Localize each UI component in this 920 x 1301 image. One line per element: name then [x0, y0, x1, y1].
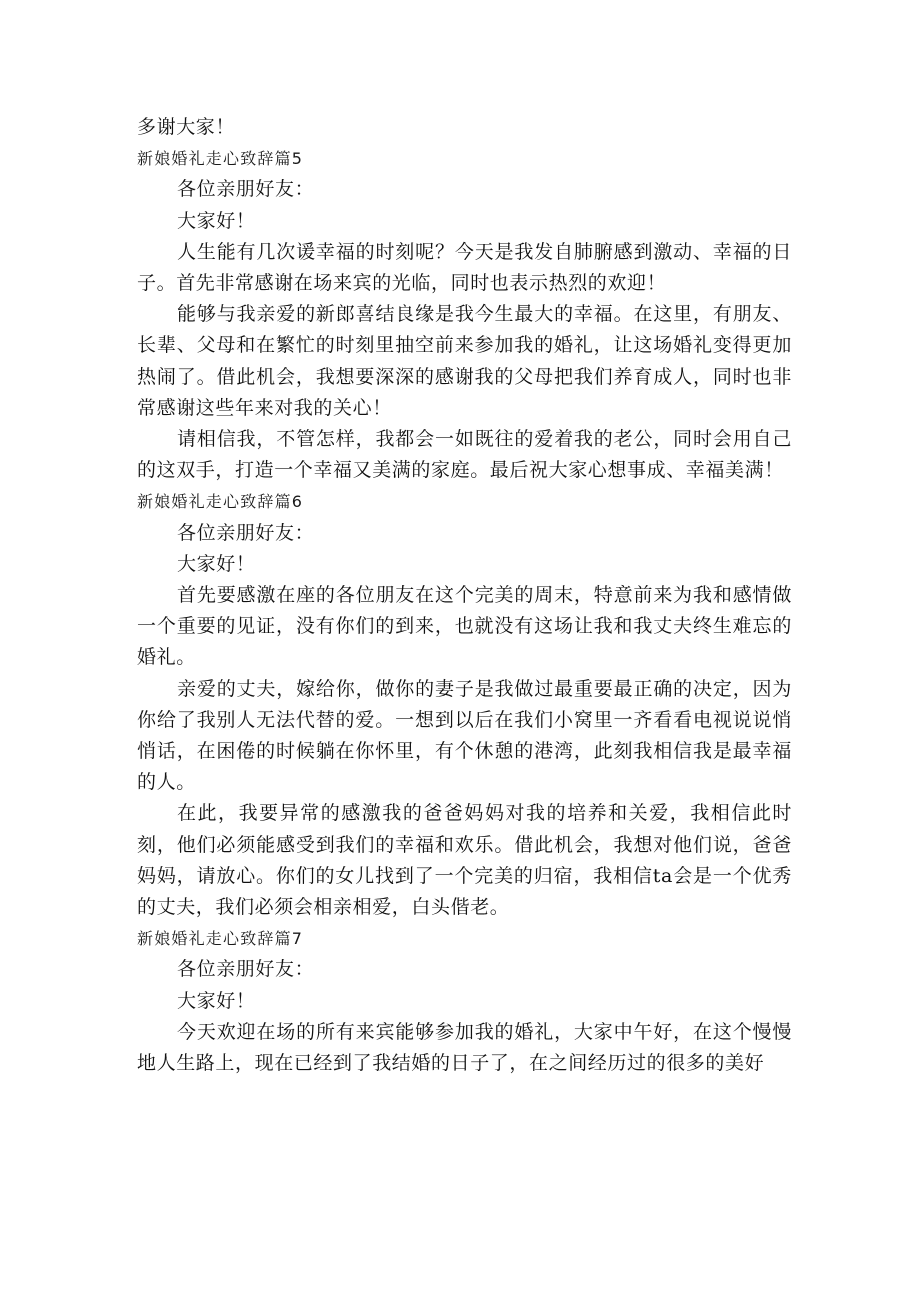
salutation: 各位亲朋好友：	[177, 521, 315, 544]
greeting: 大家好！	[177, 209, 256, 232]
section-heading-7	[137, 923, 792, 954]
body-paragraph: 能够与我亲爱的新郎喜结良缘是我今生最大的幸福。在这里，有朋友、长辈、父母和在繁忙的时刻里抽空前来参加我的婚礼，让这场婚礼变得更加热闹了。借此机会，我想要深深的感谢我的父母把我们养育成人，同时也非常感谢这些年来对我的关心！	[137, 303, 792, 419]
section-heading-5	[137, 143, 792, 174]
salutation: 各位亲朋好友：	[177, 178, 315, 201]
body-paragraph: 在此，我要异常的感激我的爸爸妈妈对我的培养和关爱，我相信此时刻，他们必须能感受到我们的幸福和欢乐。借此机会，我想对他们说，爸爸妈妈，请放心。你们的女儿找到了一个完美的归宿，我相信ta会是一个优秀的丈夫，我们必须会相亲相爱，白头偕老。	[137, 802, 792, 919]
body-paragraph: 今天欢迎在场的所有来宾能够参加我的婚礼，大家中午好，在这个慢慢地人生路上，现在已经到了我结婚的日子了，在之间经历过的很多的美好	[137, 1020, 792, 1075]
body-paragraph: 首先要感激在座的各位朋友在这个完美的周末，特意前来为我和感情做一个重要的见证，没有你们的到来，也就没有这场让我和我丈夫终生难忘的婚礼。	[137, 584, 792, 669]
section-heading-7-text: 新娘婚礼走心致辞篇7	[137, 929, 304, 949]
body-paragraph: 请相信我，不管怎样，我都会一如既往的爱着我的老公，同时会用自己的这双手，打造一个幸福又美满的家庭。最后祝大家心想事成、幸福美满！	[137, 428, 792, 482]
closing-line: 多谢大家！	[137, 116, 236, 138]
section-heading-5-text: 新娘婚礼走心致辞篇5	[137, 149, 304, 169]
salutation: 各位亲朋好友：	[177, 958, 315, 981]
section-heading-6-text: 新娘婚礼走心致辞篇6	[137, 492, 304, 512]
document-body	[137, 112, 792, 1079]
greeting: 大家好！	[177, 989, 256, 1012]
section-heading-6	[137, 486, 792, 517]
body-paragraph: 亲爱的丈夫，嫁给你，做你的妻子是我做过最重要最正确的决定，因为你给了我别人无法代替的爱。一想到以后在我们小窝里一齐看看电视说说悄悄话，在困倦的时候躺在你怀里，有个休憩的港湾，此刻我相信我是最幸福的人。	[137, 677, 792, 794]
body-paragraph: 人生能有几次谖幸福的时刻呢？今天是我发自肺腑感到激动、幸福的日子。首先非常感谢在场来宾的光临，同时也表示热烈的欢迎！	[137, 240, 792, 295]
greeting: 大家好！	[177, 552, 256, 575]
